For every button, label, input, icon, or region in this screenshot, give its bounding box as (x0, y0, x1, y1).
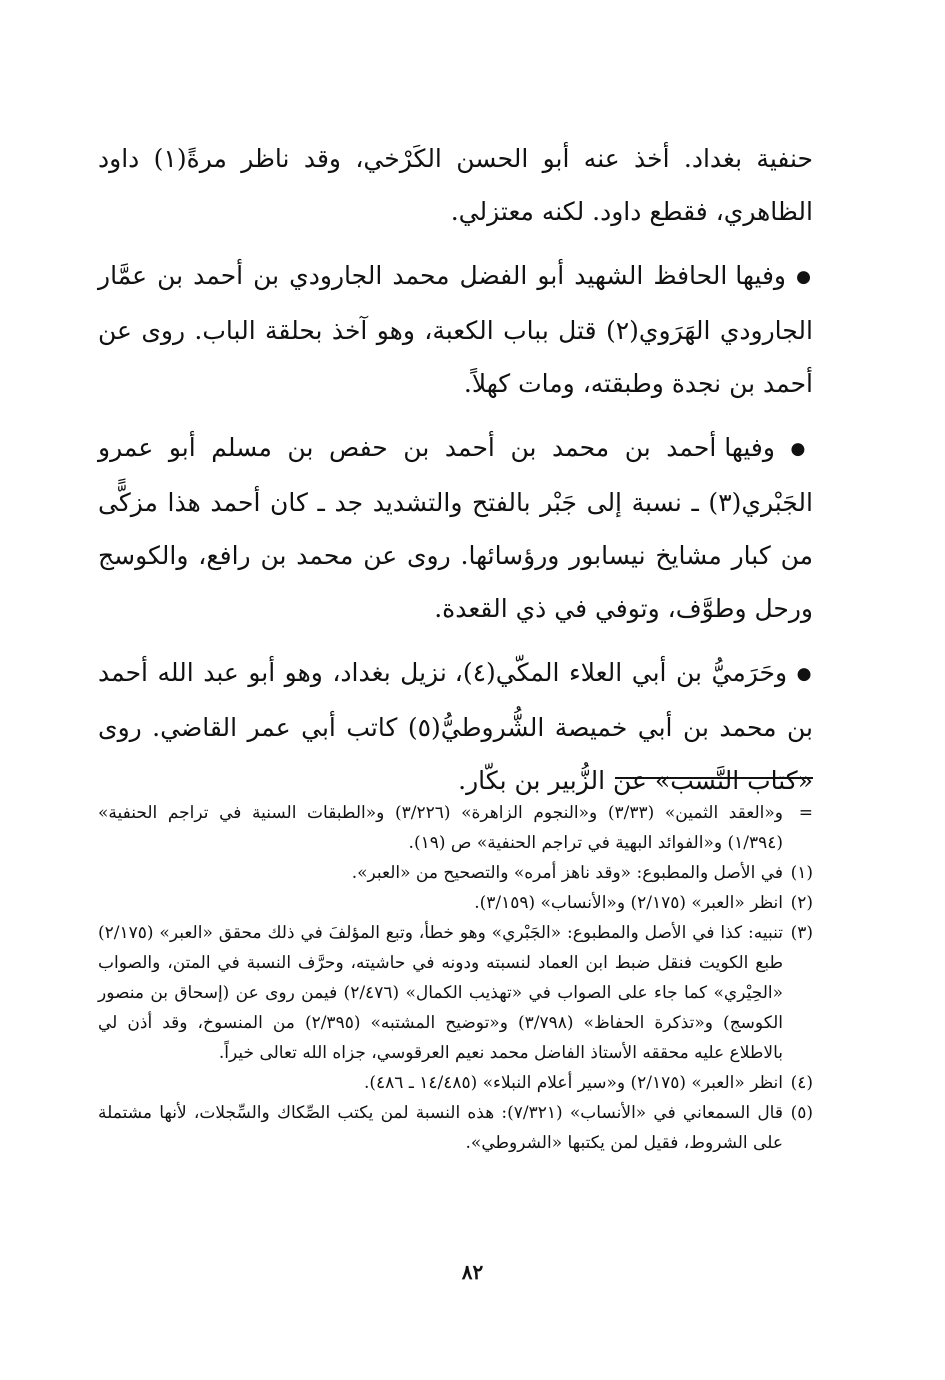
paragraph-text: وحَرَميُّ بن أبي العلاء المكّي(٤)، نزيل بغداد، وهو أبو عبد الله أحمد بن محمد بن أبي خميصة الشُّروطيُّ(٥) كاتب أبي عمر القاضي. روى «كتاب النَّسب» عن الزُّبير بن بكّار. (98, 658, 813, 795)
footnote-marker: (٣) (790, 923, 813, 943)
footnote-text: في الأصل والمطبوع: «وقد ناهز أمره» والتصحيح من «العبر». (351, 863, 783, 883)
footnote-2 (98, 888, 813, 918)
paragraph-text: حنفية بغداد. أخذ عنه أبو الحسن الكَرْخي، وقد ناظر مرةً(١) داود الظاهري، فقطع داود. لكنه معتزلي. (98, 144, 814, 226)
footnote-divider (615, 777, 813, 779)
paragraph-jarudi (98, 249, 813, 410)
footnote-continuation (98, 798, 813, 858)
footnote-text: انظر «العبر» (٢/١٧٥) و«الأنساب» (٣/١٥٩). (474, 893, 783, 913)
main-text (98, 132, 813, 807)
footnote-marker: (٥) (790, 1103, 813, 1123)
footnote-1 (98, 858, 813, 888)
footnote-text: و«العقد الثمين» (٣/٣٣) و«النجوم الزاهرة» (٣/٢٢٦) و«الطبقات السنية في تراجم الحنفية» (١/٣٩٤) و«الفوائد البهية في تراجم الحنفية» ص (١٩). (98, 803, 784, 853)
bullet-icon: ● (796, 267, 813, 287)
footnote-text: انظر «العبر» (٢/١٧٥) و«سير أعلام النبلاء» (١٤/٤٨٥ ـ ٤٨٦). (363, 1073, 783, 1093)
footnotes (98, 798, 813, 1158)
footnote-3 (98, 918, 813, 1068)
footnote-marker: (١) (790, 863, 813, 883)
footnote-4 (98, 1068, 813, 1098)
paragraph-jabri (98, 421, 813, 635)
footnote-5 (98, 1098, 813, 1158)
footnote-text: قال السمعاني في «الأنساب» (٧/٣٢١): هذه النسبة لمن يكتب الصِّكاك والسِّجلات، لأنها مشتملة على الشروط، فقيل لمن يكتبها «الشروطي». (98, 1103, 783, 1153)
paragraph-text: وفيها الحافظ الشهيد أبو الفضل محمد الجارودي بن أحمد بن عمَّار الجارودي الهَرَوي(٢) قتل بباب الكعبة، وهو آخذ بحلقة الباب. روى عن أحمد بن نجدة وطبقته، ومات كهلاً. (98, 261, 813, 398)
footnote-text: تنبيه: كذا في الأصل والمطبوع: «الجَبْري» وهو خطأ، وتبع المؤلفَ في ذلك محقق «العبر» (٢/١٧٥) طبع الكويت فنقل ضبط ابن العماد لنسبته ودونه في حاشيته، وحرَّف النسبة في المتن، والصواب «الحِيْري» كما جاء على الصواب في «تهذيب الكمال» (٢/٤٧٦) فيمن روى عن (إسحاق بن منصور الكوسج) و«تذكرة الحفاظ» (٣/٧٩٨) و«توضيح المشتبه» (٢/٣٩٥) من المنسوخ، وقد أذن لي بالاطلاع عليه محققه الأستاذ الفاضل محمد نعيم العرقوسي، جزاه الله تعالى خيراً. (98, 923, 783, 1063)
footnote-marker: = (798, 803, 813, 823)
paragraph-text: وفيها أحمد بن محمد بن أحمد بن حفص بن مسلم أبو عمرو الجَبْري(٣) ـ نسبة إلى جَبْر بالفتح والتشديد جد ـ كان أحمد هذا مزكًّى من كبار مشايخ نيسابور ورؤسائها. روى عن محمد بن رافع، والكوسج ورحل وطوَّف، وتوفي في ذي القعدة. (98, 433, 813, 623)
page-number: ٨٢ (461, 1260, 484, 1284)
footnote-marker: (٢) (790, 893, 813, 913)
paragraph-continuation (98, 132, 813, 238)
bullet-icon: ● (790, 439, 813, 459)
paragraph-harami (98, 646, 813, 807)
footnote-marker: (٤) (790, 1073, 813, 1093)
bullet-icon: ● (796, 664, 813, 684)
